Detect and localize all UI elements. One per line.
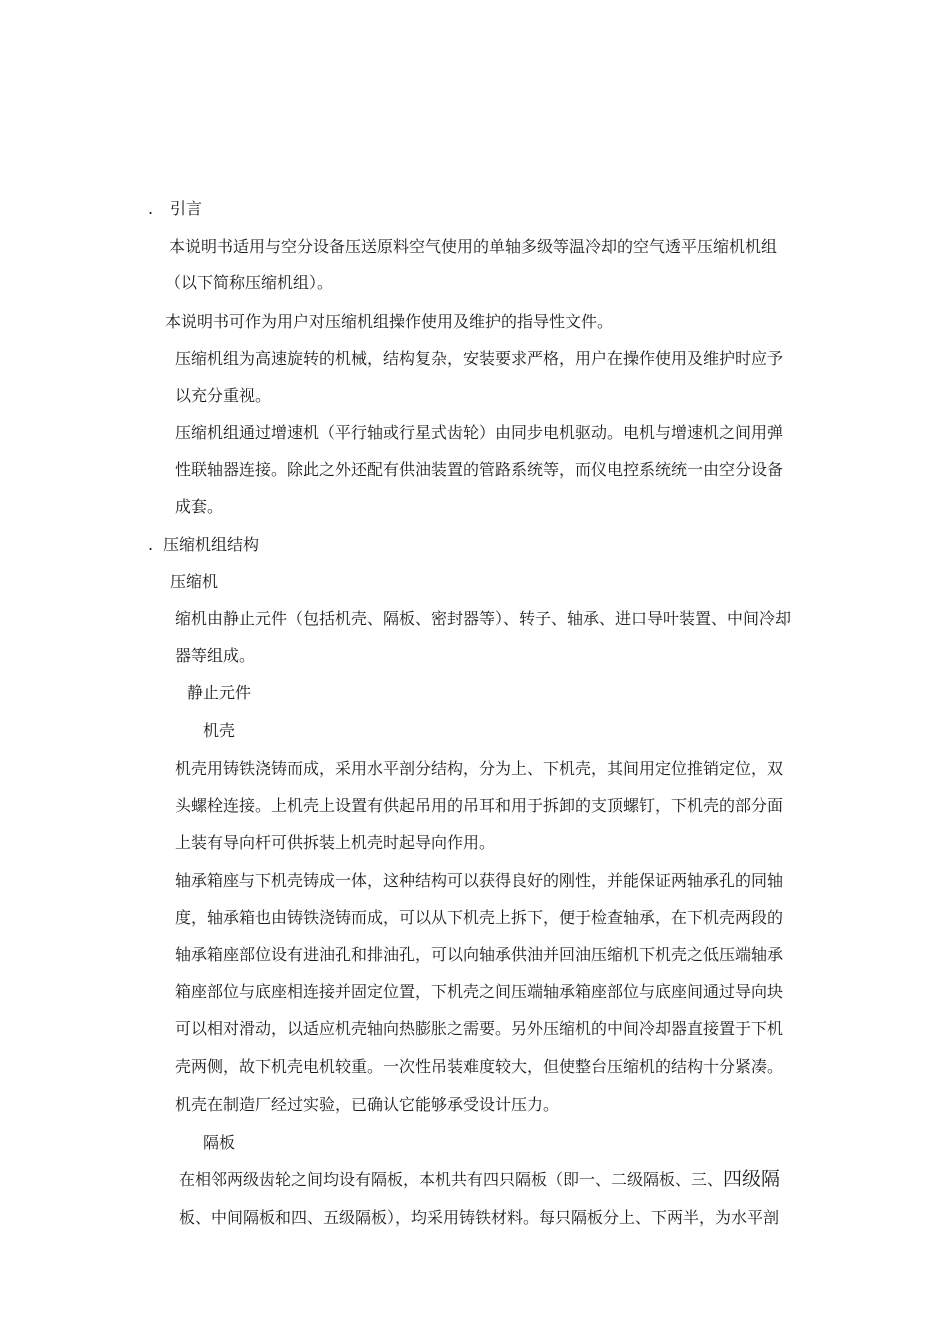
casing-paragraph-2-line-4: 箱座部位与底座相连接并固定位置，下机壳之间压端轴承箱座部位与底座间通过导向块 bbox=[175, 982, 784, 1001]
compressor-paragraph-line-2: 器等组成。 bbox=[175, 646, 256, 665]
intro-paragraph-4-line-2: 性联轴器连接。除此之外还配有供油装置的管路系统等，而仪电控系统统一由空分设备 bbox=[175, 460, 784, 479]
subsection-compressor-title: 压缩机 bbox=[170, 572, 219, 591]
casing-paragraph-2-line-1: 轴承箱座与下机壳铸成一体，这种结构可以获得良好的刚性，并能保证两轴承孔的同轴 bbox=[175, 871, 784, 890]
section-1-number: . bbox=[148, 199, 154, 218]
intro-paragraph-3-line-2: 以充分重视。 bbox=[175, 386, 272, 405]
diaphragm-line-1-text: 在相邻两级齿轮之间均设有隔板，本机共有四只隔板（即一、二级隔板、三、 bbox=[179, 1170, 724, 1189]
intro-paragraph-4-line-3: 成套。 bbox=[175, 497, 224, 516]
intro-paragraph-1-line-2: （以下简称压缩机组）。 bbox=[165, 273, 334, 292]
section-1-title: 引言 bbox=[170, 199, 203, 218]
casing-paragraph-1-line-1: 机壳用铸铁浇铸而成，采用水平剖分结构，分为上、下机壳，其间用定位推销定位，双 bbox=[175, 759, 784, 778]
casing-paragraph-2-line-3: 轴承箱座部位设有进油孔和排油孔，可以向轴承供油并回油压缩机下机壳之低压端轴承 bbox=[175, 945, 784, 964]
intro-paragraph-1-line-1: 本说明书适用与空分设备压送原料空气使用的单轴多级等温冷却的空气透平压缩机机组 bbox=[169, 237, 778, 256]
intro-paragraph-2-line-1: 本说明书可作为用户对压缩机组操作使用及维护的指导性文件。 bbox=[165, 312, 614, 331]
casing-paragraph-1-line-2: 头螺栓连接。上机壳上设置有供起吊用的吊耳和用于拆卸的支顶螺钉，下机壳的部分面 bbox=[175, 796, 784, 815]
subsection-casing-title: 机壳 bbox=[203, 721, 236, 740]
section-2-number: . bbox=[148, 535, 154, 554]
subsection-diaphragm-title: 隔板 bbox=[203, 1133, 236, 1152]
casing-paragraph-3-line-1: 机壳在制造厂经过实验，已确认它能够承受设计压力。 bbox=[175, 1095, 560, 1114]
intro-paragraph-4-line-1: 压缩机组通过增速机（平行轴或行星式齿轮）由同步电机驱动。电机与增速机之间用弹 bbox=[175, 423, 784, 442]
compressor-paragraph-line-1: 缩机由静止元件（包括机壳、隔板、密封器等）、转子、轴承、进口导叶装置、中间冷却 bbox=[175, 609, 792, 628]
diaphragm-paragraph-line-1 bbox=[179, 1169, 780, 1189]
subsection-static-components-title: 静止元件 bbox=[187, 683, 252, 702]
intro-paragraph-3-line-1: 压缩机组为高速旋转的机械，结构复杂，安装要求严格，用户在操作使用及维护时应予 bbox=[175, 349, 784, 368]
casing-paragraph-2-line-2: 度，轴承箱也由铸铁浇铸而成，可以从下机壳上拆下，便于检查轴承，在下机壳两段的 bbox=[175, 908, 784, 927]
diaphragm-paragraph-line-2: 板、中间隔板和四、五级隔板），均采用铸铁材料。每只隔板分上、下两半，为水平剖 bbox=[179, 1208, 780, 1227]
casing-paragraph-2-line-5: 可以相对滑动，以适应机壳轴向热膨胀之需要。另外压缩机的中间冷却器直接置于下机 bbox=[175, 1019, 784, 1038]
casing-paragraph-1-line-3: 上装有导向杆可供拆装上机壳时起导向作用。 bbox=[175, 833, 496, 852]
casing-paragraph-2-line-6: 壳两侧，故下机壳电机较重。一次性吊装难度较大，但使整台压缩机的结构十分紧凑。 bbox=[175, 1057, 784, 1076]
diaphragm-line-1-emphasis: 四级隔 bbox=[723, 1168, 781, 1190]
section-2-title: 压缩机组结构 bbox=[163, 535, 260, 554]
